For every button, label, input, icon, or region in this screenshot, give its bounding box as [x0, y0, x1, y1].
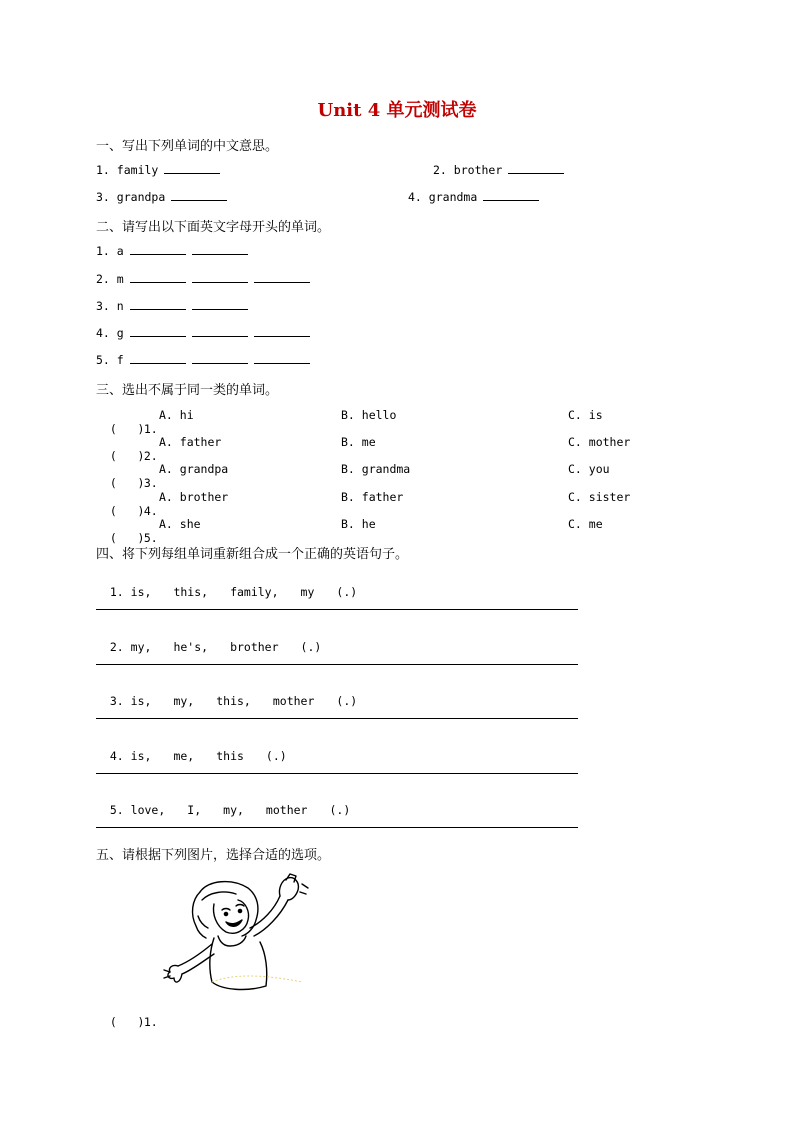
option-b[interactable]: B. hello	[341, 408, 397, 422]
answer-blank[interactable]	[483, 190, 539, 201]
answer-paren[interactable]: ( )	[109, 1015, 145, 1029]
word-token: my,	[223, 803, 244, 817]
item-number: 2.	[143, 449, 158, 463]
word-token: me,	[173, 749, 195, 763]
answer-blank[interactable]	[508, 163, 564, 174]
option-a[interactable]: A. grandpa	[159, 462, 229, 476]
part1-item-1	[96, 163, 220, 177]
item-number: 5.	[143, 531, 158, 545]
item-letter: g	[116, 326, 124, 340]
item-number: 3.	[96, 299, 110, 313]
girl-waving-illustration	[162, 870, 312, 998]
part2-item-1	[96, 244, 248, 258]
part4-item-5	[96, 789, 372, 817]
answer-paren[interactable]: ( )	[109, 422, 145, 436]
answer-blank[interactable]	[130, 299, 186, 310]
answer-paren[interactable]: ( )	[109, 476, 145, 490]
part2-item-4	[96, 326, 310, 340]
item-number: 4.	[109, 749, 124, 763]
word-token: this,	[173, 585, 209, 599]
part3-row-3	[96, 462, 158, 490]
item-number: 3.	[96, 190, 110, 204]
word-token: he's,	[173, 640, 209, 654]
option-a[interactable]: A. father	[159, 435, 222, 449]
item-word: family	[116, 163, 159, 177]
option-c[interactable]: C. me	[568, 517, 603, 531]
word-token: (.)	[300, 640, 322, 654]
option-c[interactable]: C. you	[568, 462, 610, 476]
answer-blank[interactable]	[254, 272, 310, 283]
part3-row-5	[96, 517, 158, 545]
part4-item-1	[96, 571, 379, 599]
item-word: grandma	[428, 190, 478, 204]
item-number: 1.	[143, 422, 158, 436]
word-token: is,	[130, 694, 152, 708]
item-letter: f	[116, 353, 124, 367]
option-b[interactable]: B. he	[341, 517, 376, 531]
item-word: grandpa	[116, 190, 166, 204]
option-b[interactable]: B. grandma	[341, 462, 411, 476]
section-2-heading: 二、请写出以下面英文字母开头的单词。	[96, 220, 331, 235]
option-c[interactable]: C. is	[568, 408, 603, 422]
item-number: 2.	[433, 163, 447, 177]
part2-item-5	[96, 353, 310, 367]
option-a[interactable]: A. she	[159, 517, 201, 531]
page-title: Unit 4 单元测试卷	[317, 100, 477, 121]
part4-item-3	[96, 680, 379, 708]
word-token: (.)	[336, 585, 358, 599]
answer-blank[interactable]	[130, 272, 186, 283]
answer-blank[interactable]	[164, 163, 220, 174]
word-token: mother	[265, 803, 308, 817]
item-number: 1.	[109, 585, 124, 599]
answer-line[interactable]	[96, 718, 578, 719]
answer-blank[interactable]	[254, 326, 310, 337]
option-a[interactable]: A. brother	[159, 490, 229, 504]
item-number: 4.	[408, 190, 422, 204]
option-b[interactable]: B. father	[341, 490, 404, 504]
word-token: love,	[130, 803, 166, 817]
item-letter: n	[116, 299, 124, 313]
answer-blank[interactable]	[192, 326, 248, 337]
part2-item-3	[96, 299, 248, 313]
answer-paren[interactable]: ( )	[109, 504, 145, 518]
word-token: this,	[216, 694, 251, 708]
answer-blank[interactable]	[192, 353, 248, 364]
answer-blank[interactable]	[192, 272, 248, 283]
item-number: 3.	[143, 476, 158, 490]
section-1-heading: 一、写出下列单词的中文意思。	[96, 139, 279, 154]
section-3-heading: 三、选出不属于同一类的单词。	[96, 383, 279, 398]
item-number: 4.	[96, 326, 110, 340]
word-token: family,	[230, 585, 279, 599]
word-token: is,	[130, 585, 152, 599]
answer-blank[interactable]	[130, 244, 186, 255]
item-number: 2.	[96, 272, 110, 286]
answer-paren[interactable]: ( )	[109, 449, 145, 463]
item-number: 3.	[109, 694, 124, 708]
item-number: 1.	[143, 1015, 158, 1029]
part3-row-4	[96, 490, 158, 518]
part1-item-2	[433, 163, 564, 177]
item-number: 4.	[143, 504, 158, 518]
part3-row-1	[96, 408, 158, 436]
section-4-heading: 四、将下列每组单词重新组合成一个正确的英语句子。	[96, 547, 409, 562]
option-a[interactable]: A. hi	[159, 408, 194, 422]
answer-line[interactable]	[96, 827, 578, 828]
item-number: 1.	[96, 244, 110, 258]
answer-line[interactable]	[96, 609, 578, 610]
word-token: brother	[230, 640, 279, 654]
word-token: my	[300, 585, 315, 599]
item-letter: a	[116, 244, 124, 258]
part1-item-4	[408, 190, 539, 204]
item-number: 5.	[96, 353, 110, 367]
part5-item-1	[96, 1001, 158, 1029]
word-token: (.)	[336, 694, 358, 708]
answer-line[interactable]	[96, 664, 578, 665]
answer-blank[interactable]	[192, 244, 248, 255]
answer-paren[interactable]: ( )	[109, 531, 145, 545]
part2-item-2	[96, 272, 310, 286]
word-token: is,	[130, 749, 152, 763]
option-b[interactable]: B. me	[341, 435, 376, 449]
option-c[interactable]: C. sister	[568, 490, 631, 504]
word-token: my,	[173, 694, 195, 708]
word-token: (.)	[329, 803, 351, 817]
word-token: I,	[187, 803, 202, 817]
word-token: mother	[272, 694, 315, 708]
option-c[interactable]: C. mother	[568, 435, 631, 449]
answer-blank[interactable]	[254, 353, 310, 364]
part4-item-4	[96, 735, 309, 763]
answer-blank[interactable]	[171, 190, 227, 201]
part4-item-2	[96, 626, 343, 654]
answer-blank[interactable]	[130, 353, 186, 364]
part3-row-2	[96, 435, 158, 463]
word-token: my,	[130, 640, 152, 654]
item-number: 1.	[96, 163, 110, 177]
answer-line[interactable]	[96, 773, 578, 774]
item-word: brother	[453, 163, 503, 177]
item-letter: m	[116, 272, 124, 286]
answer-blank[interactable]	[130, 326, 186, 337]
part1-item-3	[96, 190, 227, 204]
item-number: 2.	[109, 640, 124, 654]
section-5-heading: 五、请根据下列图片，选择合适的选项。	[96, 848, 331, 863]
word-token: this	[216, 749, 244, 763]
item-number: 5.	[109, 803, 124, 817]
word-token: (.)	[265, 749, 287, 763]
answer-blank[interactable]	[192, 299, 248, 310]
